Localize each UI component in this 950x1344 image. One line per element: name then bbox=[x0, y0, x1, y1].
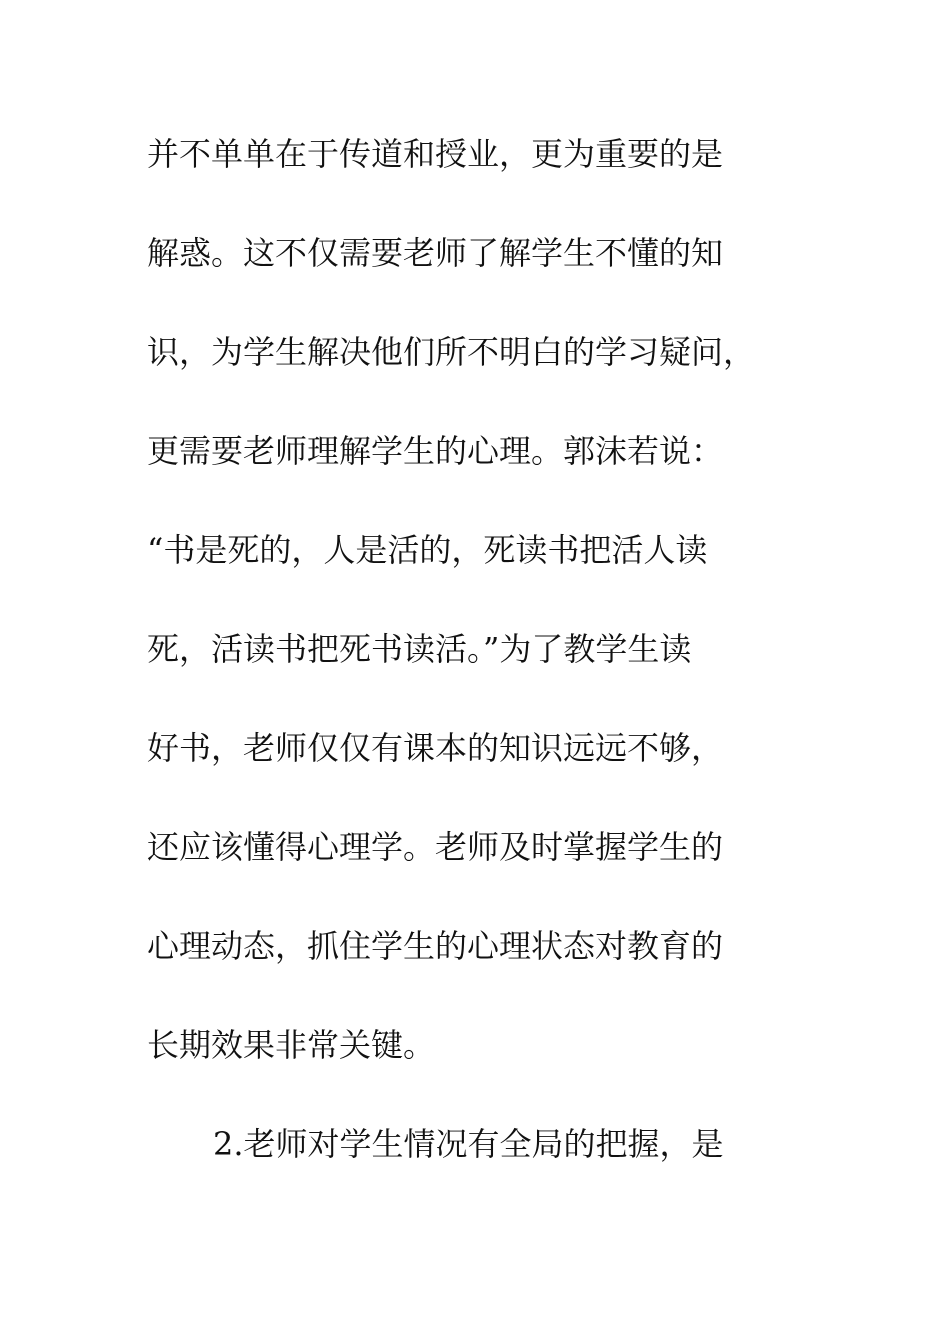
paragraph-line: 死，活读书把死书读活。”为了教学生读 bbox=[147, 630, 692, 668]
paragraph-line: “书是死的，人是活的，死读书把活人读 bbox=[147, 531, 708, 569]
paragraph-line: 识，为学生解决他们所不明白的学习疑问， bbox=[147, 333, 756, 371]
paragraph-line: 长期效果非常关键。 bbox=[147, 1026, 436, 1064]
paragraph-line: 心理动态，抓住学生的心理状态对教育的 bbox=[147, 927, 724, 965]
paragraph-line: 还应该懂得心理学。老师及时掌握学生的 bbox=[147, 828, 724, 866]
paragraph-line: 更需要老师理解学生的心理。郭沫若说： bbox=[147, 432, 724, 470]
paragraph-line: 并不单单在于传道和授业，更为重要的是 bbox=[147, 135, 724, 173]
numbered-item-line: 2.老师对学生情况有全局的把握，是 bbox=[213, 1125, 724, 1163]
paragraph-line: 好书，老师仅仅有课本的知识远远不够， bbox=[147, 729, 724, 767]
paragraph-line: 解惑。这不仅需要老师了解学生不懂的知 bbox=[147, 234, 724, 272]
